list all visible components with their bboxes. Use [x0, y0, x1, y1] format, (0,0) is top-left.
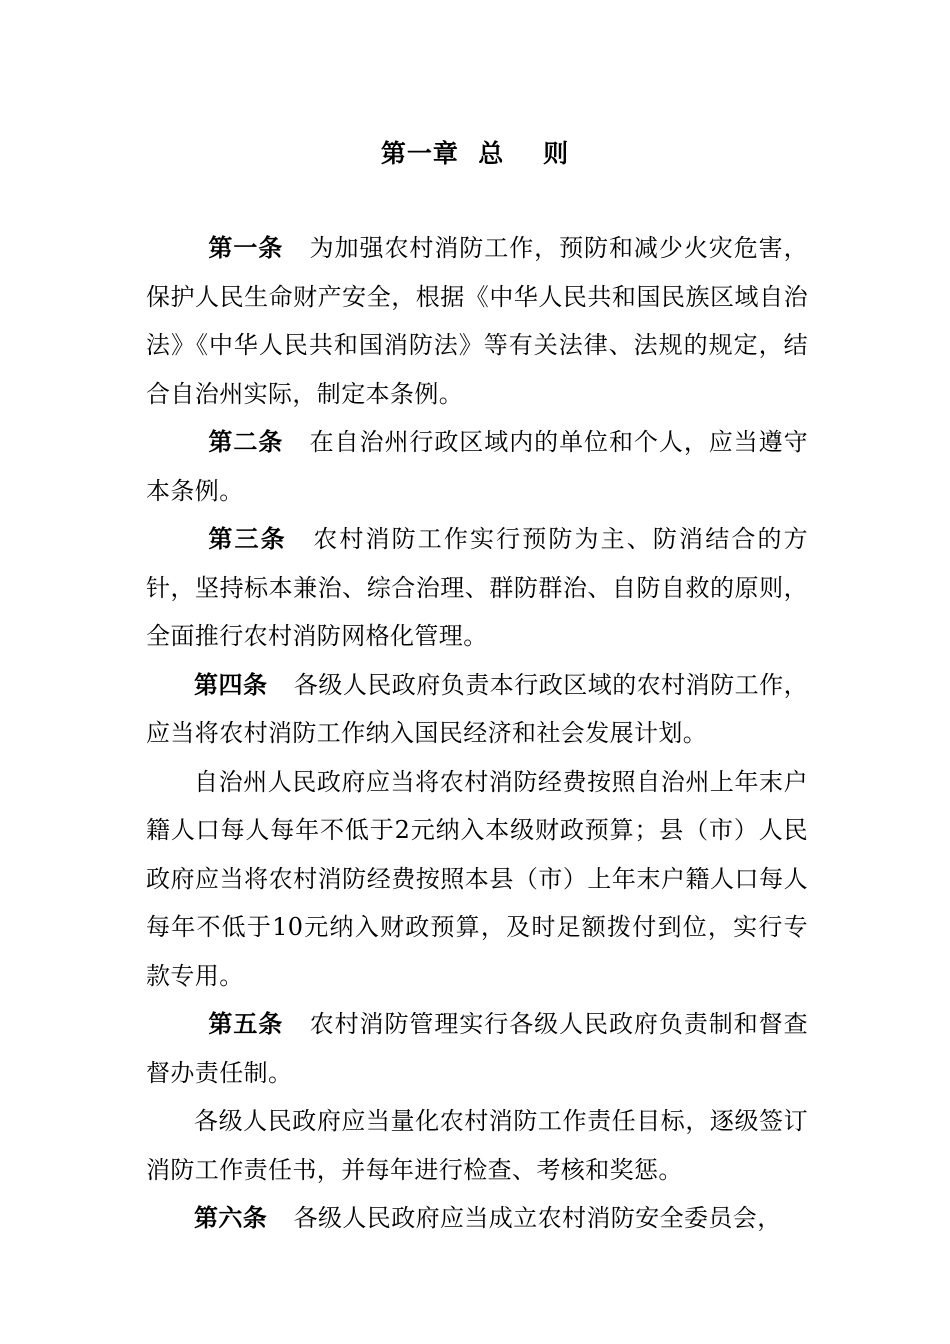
article-text: 在自治州行政区域内的单位和个人，应当遵守本条例。 [146, 428, 809, 505]
article-1 [146, 224, 808, 418]
article-5 [146, 1000, 808, 1097]
article-text: 各级人民政府负责本行政区域的农村消防工作，应当将农村消防工作纳入国民经济和社会发展计划。 [146, 670, 808, 747]
document-body [146, 224, 808, 1243]
article-text: 为加强农村消防工作，预防和减少火灾危害，保护人民生命财产安全，根据《中华人民共和国民族区域自治法》《中华人民共和国消防法》等有关法律、法规的规定，结合自治州实际，制定本条例。 [146, 234, 809, 408]
article-6 [146, 1194, 808, 1243]
article-4-paragraph-2: 自治州人民政府应当将农村消防经费按照自治州上年末户籍人口每人每年不低于2元纳入本级财政预算；县（市）人民政府应当将农村消防经费按照本县（市）上年末户籍人口每人每年不低于10元纳入财政预算，及时足额拨付到位，实行专款专用。 [146, 767, 808, 990]
article-2 [146, 418, 808, 515]
article-4 [146, 661, 808, 758]
article-label: 第一条 [208, 234, 284, 262]
article-label: 第四条 [194, 670, 268, 699]
article-5-paragraph-2: 各级人民政府应当量化农村消防工作责任目标，逐级签订消防工作责任书，并每年进行检查、考核和奖惩。 [146, 1107, 808, 1184]
article-label: 第五条 [208, 1010, 284, 1038]
article-label: 第二条 [208, 428, 284, 456]
article-text: 农村消防管理实行各级人民政府负责制和督查督办责任制。 [146, 1010, 809, 1087]
chapter-title: 第一章 总 则 [380, 139, 570, 168]
article-label: 第三条 [208, 525, 287, 553]
article-label: 第六条 [194, 1204, 268, 1232]
article-3 [146, 515, 808, 661]
article-text: 农村消防工作实行预防为主、防消结合的方针，坚持标本兼治、综合治理、群防群治、自防自救的原则，全面推行农村消防网格化管理。 [146, 525, 808, 650]
article-text: 各级人民政府应当成立农村消防安全委员会， [293, 1204, 782, 1232]
